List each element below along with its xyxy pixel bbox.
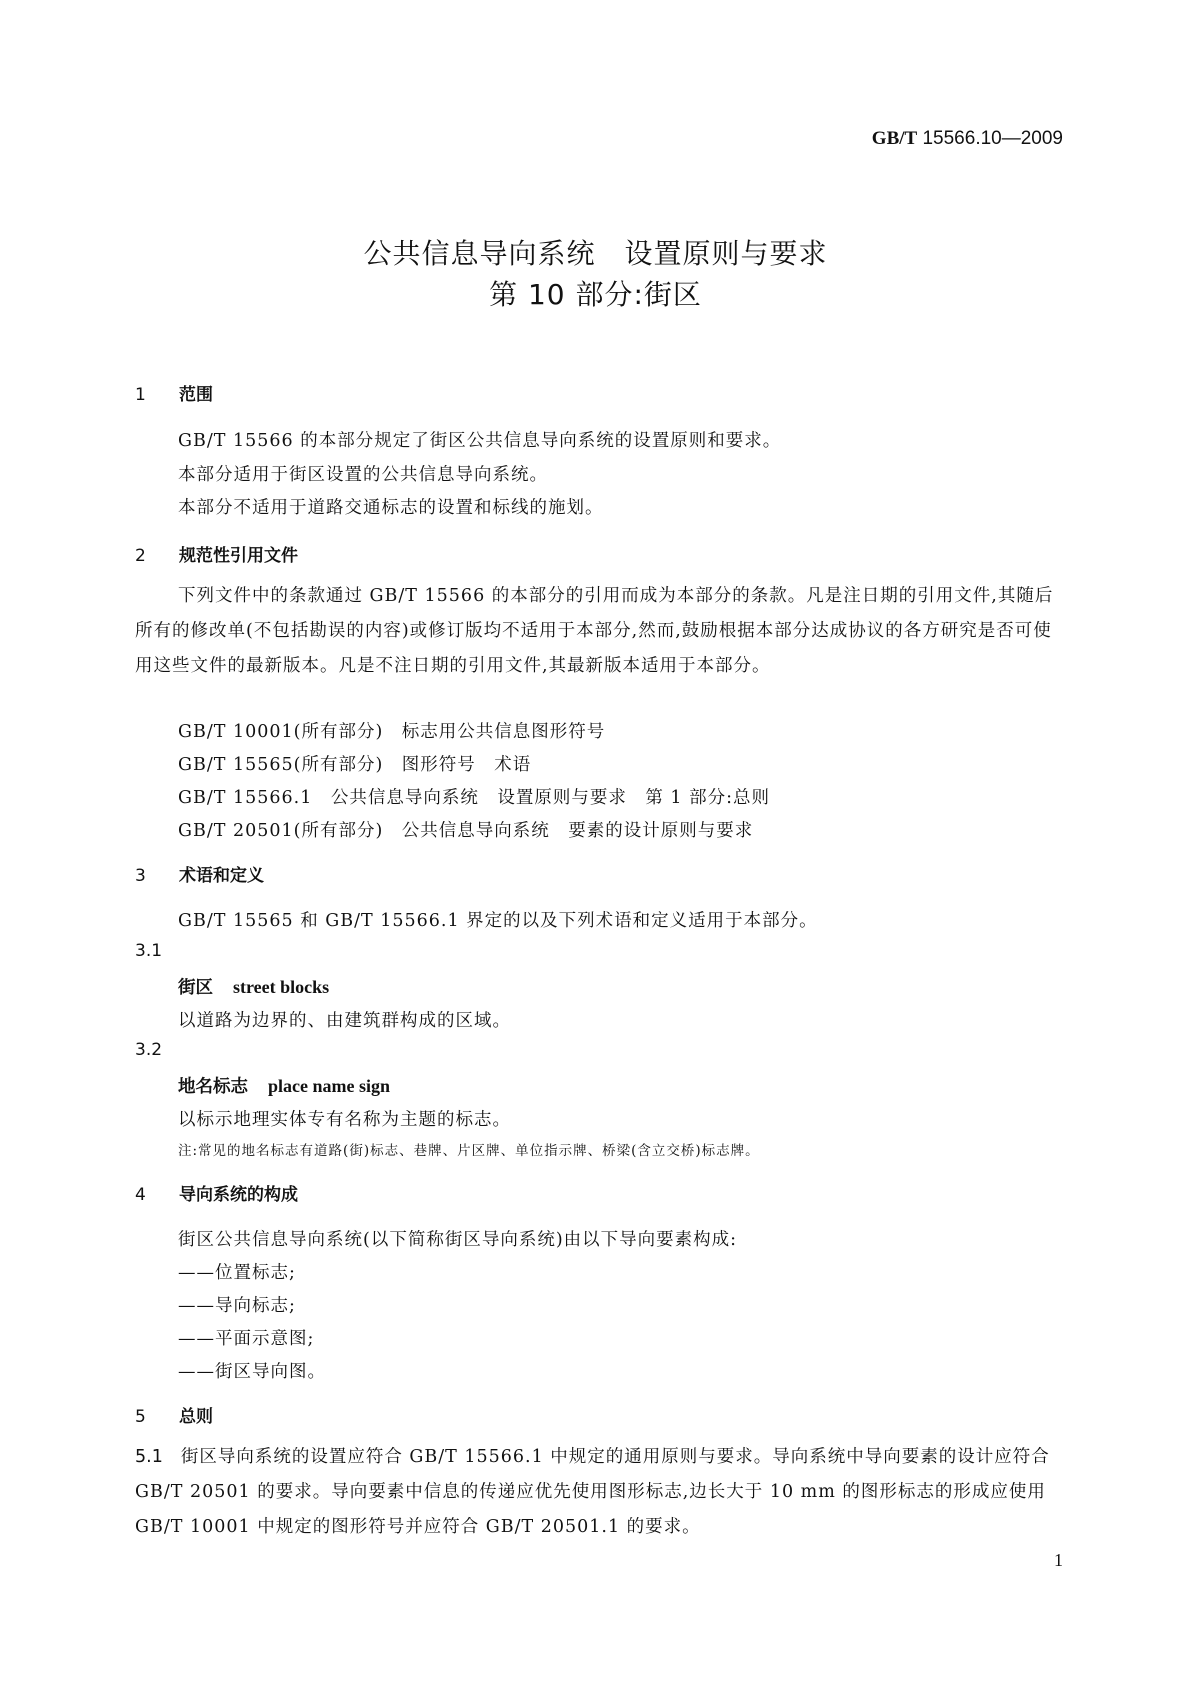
- reference-item: GB/T 20501(所有部分) 公共信息导向系统 要素的设计原则与要求: [178, 821, 754, 841]
- paragraph: GB/T 15565 和 GB/T 15566.1 界定的以及下列术语和定义适用于本部分。: [178, 911, 818, 931]
- paragraph: 街区公共信息导向系统(以下简称街区导向系统)由以下导向要素构成:: [178, 1230, 738, 1250]
- section-4-heading: [135, 1180, 298, 1205]
- paragraph: 下列文件中的条款通过 GB/T 15566 的本部分的引用而成为本部分的条款。凡是注日期的引用文件,其随后所有的修改单(不包括勘误的内容)或修订版均不适用于本部分,然而,鼓励根据本部分达成协议的各方研究是否可使用这些文件的最新版本。凡是不注日期的引用文件,其最新版本适用于本部分。: [135, 586, 1054, 676]
- section-title: 术语和定义: [179, 866, 264, 886]
- term-note: 注:常见的地名标志有道路(街)标志、巷牌、片区牌、单位指示牌、桥梁(含立交桥)标志牌。: [178, 1143, 760, 1159]
- paragraph: 本部分适用于街区设置的公共信息导向系统。: [178, 465, 548, 485]
- section-number: 4: [135, 1185, 146, 1205]
- reference-item: GB/T 15566.1 公共信息导向系统 设置原则与要求 第 1 部分:总则: [178, 788, 770, 808]
- standard-code: [872, 128, 1063, 150]
- term-number: 3.1: [135, 941, 163, 961]
- term-zh: 地名标志: [178, 1077, 248, 1097]
- section-title: 范围: [179, 385, 213, 405]
- standard-prefix: GB/T: [871, 128, 918, 149]
- term-definition: 以标示地理实体专有名称为主题的标志。: [178, 1110, 511, 1130]
- section-title: 总则: [179, 1407, 213, 1427]
- list-item: ——街区导向图。: [178, 1362, 326, 1382]
- section-number: 2: [135, 546, 146, 566]
- term-number: 3.2: [135, 1040, 163, 1060]
- section-5-heading: [135, 1402, 213, 1427]
- term-en: place name sign: [268, 1076, 391, 1096]
- term-en: street blocks: [233, 977, 330, 997]
- clause-text: 街区导向系统的设置应符合 GB/T 15566.1 中规定的通用原则与要求。导向系统中导向要素的设计应符合 GB/T 20501 的要求。导向要素中信息的传递应优先使用图形标志,边长大于 10 mm 的图形标志的形成应使用 GB/T 10001 中规定的图形符号并应符合 GB/T 20501.1 的要求。: [135, 1447, 1050, 1537]
- list-item: ——位置标志;: [178, 1263, 296, 1283]
- paragraph: GB/T 15566 的本部分规定了街区公共信息导向系统的设置原则和要求。: [178, 431, 782, 451]
- section-number: 1: [135, 385, 146, 405]
- term-definition: 以道路为边界的、由建筑群构成的区域。: [178, 1011, 511, 1031]
- section-title: 规范性引用文件: [179, 546, 298, 566]
- document-title-line1: 公共信息导向系统 设置原则与要求: [363, 237, 828, 270]
- clause-5-1: [135, 1440, 1063, 1545]
- term-title: [178, 974, 329, 999]
- reference-item: GB/T 10001(所有部分) 标志用公共信息图形符号: [178, 722, 606, 742]
- section-title: 导向系统的构成: [179, 1185, 298, 1205]
- section-number: 5: [135, 1407, 146, 1427]
- clause-number: 5.1: [135, 1447, 163, 1467]
- list-item: ——平面示意图;: [178, 1329, 315, 1349]
- paragraph: 本部分不适用于道路交通标志的设置和标线的施划。: [178, 498, 604, 518]
- term-title: [178, 1073, 390, 1098]
- section-2-heading: [135, 541, 298, 566]
- section-2-intro: [135, 579, 1063, 684]
- reference-item: GB/T 15565(所有部分) 图形符号 术语: [178, 755, 532, 775]
- section-number: 3: [135, 866, 146, 886]
- document-title-line2: 第 10 部分:街区: [489, 278, 702, 311]
- page-number: 1: [1054, 1550, 1063, 1570]
- section-1-heading: [135, 380, 213, 405]
- standard-number: 15566.10—2009: [922, 128, 1063, 149]
- term-zh: 街区: [178, 978, 213, 998]
- list-item: ——导向标志;: [178, 1296, 296, 1316]
- section-3-heading: [135, 861, 264, 886]
